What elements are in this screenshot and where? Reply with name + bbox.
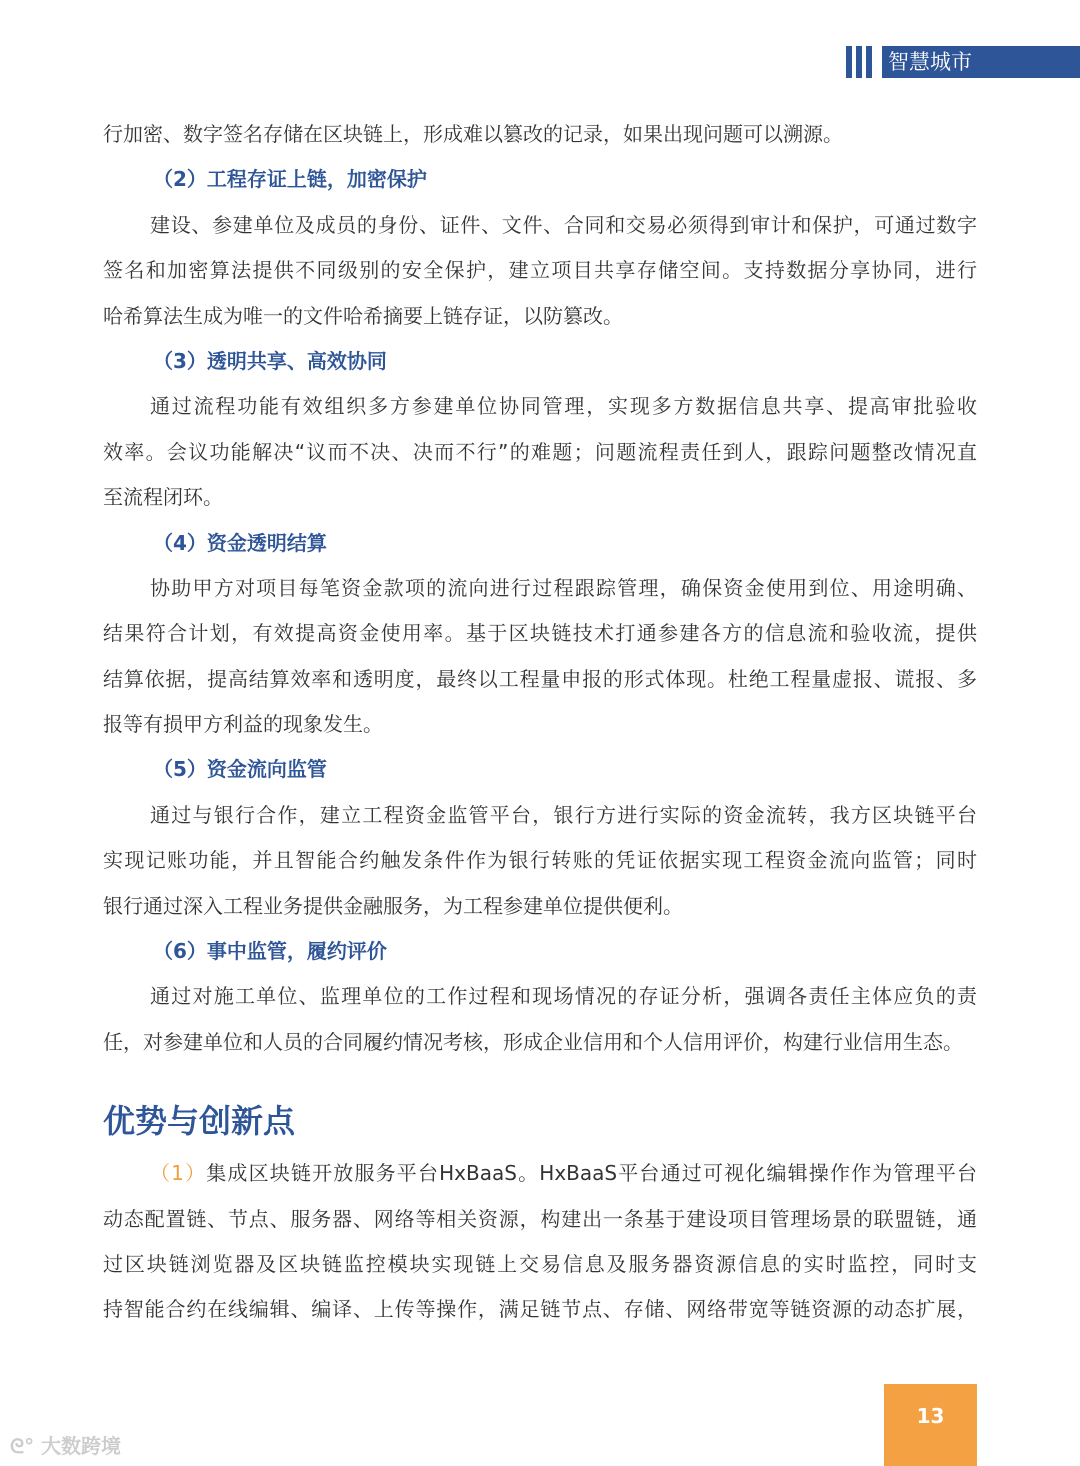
paragraph [103, 384, 977, 520]
paragraph-line: 协助甲方对项目每笔资金款项的流向进行过程跟踪管理，确保资金使用到位、用途明确、 [150, 575, 977, 600]
paragraph-line: 通过与银行合作，建立工程资金监管平台，银行方进行实际的资金流转，我方区块链平台 [150, 802, 977, 827]
line-text: 集成区块链开放服务平台HxBaaS。HxBaaS平台通过可视化编辑操作作为管理平台 [206, 1161, 977, 1186]
paragraph [103, 203, 977, 339]
watermark-logo: ᘓ° 大数跨境 [10, 1434, 122, 1458]
section-heading: 优势与创新点 [103, 1102, 296, 1141]
line-text: 动态配置链、节点、服务器、网络等相关资源，构建出一条基于建设项目管理场景的联盟链，通 [103, 1206, 977, 1231]
subheading: （2）工程存证上链，加密保护 [153, 167, 427, 192]
item-marker: （1） [150, 1161, 207, 1186]
paragraph-line: 哈希算法生成为唯一的文件哈希摘要上链存证，以防篡改。 [103, 303, 623, 328]
line-text: 持智能合约在线编辑、编译、上传等操作，满足链节点、存储、网络带宽等链资源的动态扩展， [103, 1297, 977, 1322]
subheading: （4）资金透明结算 [153, 530, 327, 555]
paragraph-line: 银行通过深入工程业务提供金融服务，为工程参建单位提供便利。 [103, 893, 683, 918]
paragraph-line: 行加密、数字签名存储在区块链上，形成难以篡改的记录，如果出现问题可以溯源。 [103, 122, 843, 146]
paragraph-line [103, 1287, 977, 1332]
paragraph [103, 1151, 977, 1333]
paragraph-line [103, 1197, 977, 1242]
paragraph [103, 793, 977, 929]
paragraph [103, 974, 977, 1065]
paragraph [103, 112, 977, 157]
paragraph-line: 签名和加密算法提供不同级别的安全保护，建立项目共享存储空间。支持数据分享协同，进行 [103, 258, 977, 283]
paragraph-line: 报等有损甲方利益的现象发生。 [103, 712, 383, 737]
section-header: 智慧城市 [882, 46, 1080, 78]
subheading: （5）资金流向监管 [153, 757, 327, 782]
paragraph-line: 实现记账功能，并且智能合约触发条件作为银行转账的凭证依据实现工程资金流向监管；同时 [103, 848, 977, 873]
subheading: （6）事中监管，履约评价 [153, 939, 387, 964]
paragraph [103, 566, 977, 748]
paragraph-line: 通过对施工单位、监理单位的工作过程和现场情况的存证分析，强调各责任主体应负的责 [150, 984, 977, 1009]
subheading: （3）透明共享、高效协同 [153, 348, 387, 373]
paragraph-line: 建设、参建单位及成员的身份、证件、文件、合同和交易必须得到审计和保护，可通过数字 [150, 212, 977, 237]
paragraph-line: 结算依据，提高结算效率和透明度，最终以工程量申报的形式体现。杜绝工程量虚报、谎报、多 [103, 666, 977, 691]
header-decoration-bars [846, 46, 872, 78]
line-text: 过区块链浏览器及区块链监控模块实现链上交易信息及服务器资源信息的实时监控，同时支 [103, 1251, 977, 1276]
paragraph-line [103, 1151, 977, 1196]
paragraph-line [103, 1242, 977, 1287]
page-number: 13 [884, 1384, 977, 1466]
paragraph-line: 效率。会议功能解决“议而不决、决而不行”的难题；问题流程责任到人，跟踪问题整改情况直 [103, 439, 977, 464]
paragraph-line: 结果符合计划，有效提高资金使用率。基于区块链技术打通参建各方的信息流和验收流，提供 [103, 621, 977, 646]
paragraph-line: 至流程闭环。 [103, 485, 223, 510]
paragraph-line: 通过流程功能有效组织多方参建单位协同管理，实现多方数据信息共享、提高审批验收 [150, 394, 977, 419]
watermark-text: 大数跨境 [41, 1434, 122, 1458]
paragraph-line: 任，对参建单位和人员的合同履约情况考核，形成企业信用和个人信用评价，构建行业信用生态。 [103, 1029, 963, 1054]
document-body [103, 112, 977, 1333]
